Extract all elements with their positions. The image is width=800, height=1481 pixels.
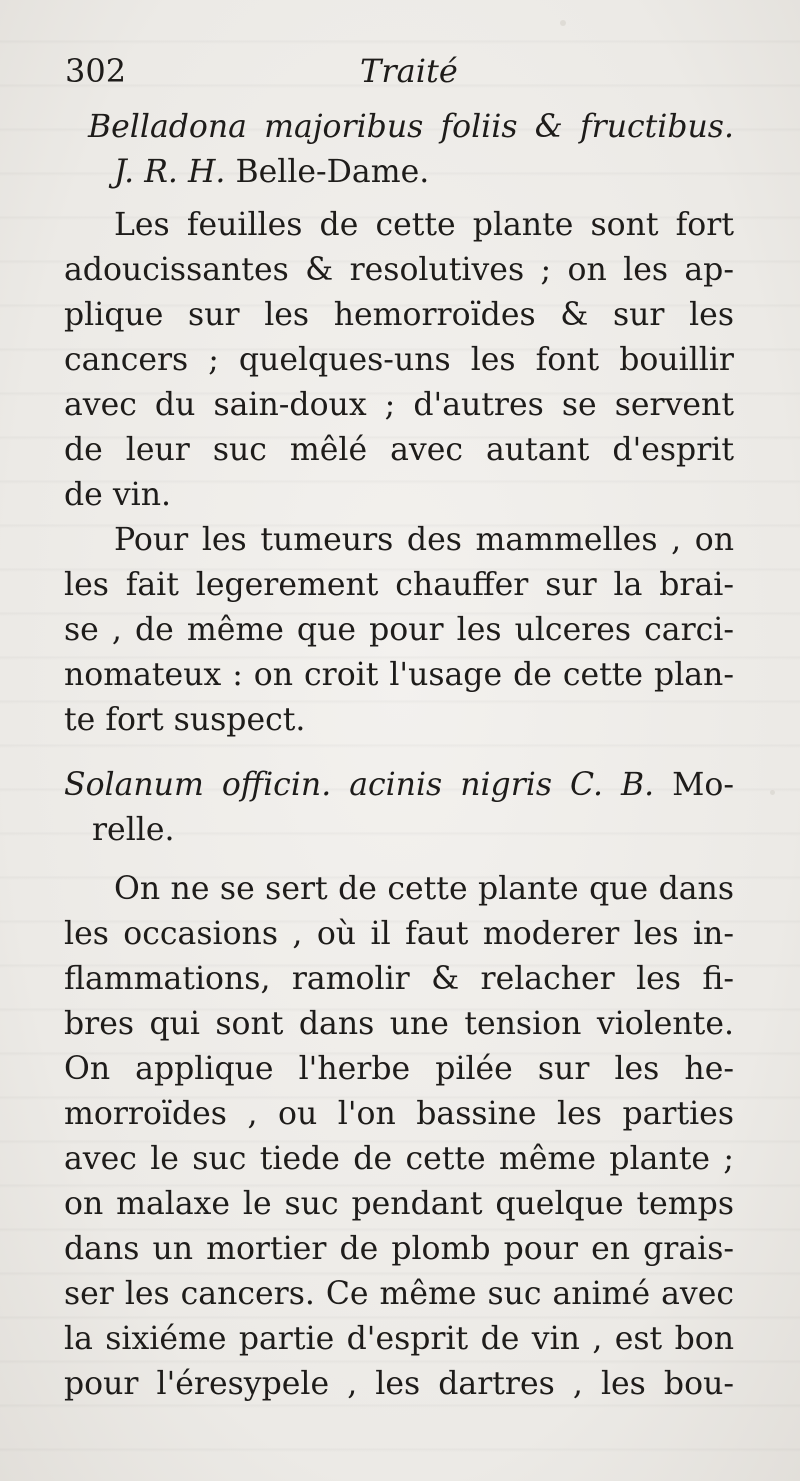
paper-spot bbox=[560, 20, 566, 26]
text-line: nomateux : on croit l'usage de cette plan- bbox=[64, 657, 734, 693]
paragraph bbox=[64, 518, 734, 743]
text-line: de leur suc mêlé avec autant d'esprit bbox=[64, 432, 734, 468]
text-line: cancers ; quelques-uns les font bouillir bbox=[64, 342, 734, 378]
text-line: ser les cancers. Ce même suc animé avec bbox=[64, 1276, 734, 1312]
text-line: morroïdes , ou l'on bassine les parties bbox=[64, 1096, 734, 1132]
entry-heading bbox=[64, 763, 734, 853]
heading-abbrev: J. R. H. bbox=[114, 154, 226, 190]
text-line: On ne se sert de cette plante que dans bbox=[114, 871, 734, 907]
text-line: te fort suspect. bbox=[64, 702, 306, 738]
page-header bbox=[65, 52, 725, 102]
text-line: Les feuilles de cette plante sont fort bbox=[114, 207, 734, 243]
text-line: flammations, ramolir & relacher les fi- bbox=[64, 961, 734, 997]
text-line: se , de même que pour les ulceres carci- bbox=[64, 612, 734, 648]
text-line: bres qui sont dans une tension violente. bbox=[64, 1006, 734, 1042]
text-line: de vin. bbox=[64, 477, 171, 513]
heading-latin: Solanum officin. acinis nigris C. B. bbox=[64, 767, 655, 803]
entry-solanum bbox=[64, 763, 734, 1407]
text-line: les occasions , où il faut moderer les in- bbox=[64, 916, 734, 952]
paragraph bbox=[64, 867, 734, 1407]
running-title: Traité bbox=[360, 52, 458, 90]
entry-belladona bbox=[64, 105, 734, 743]
heading-line: relle. bbox=[92, 812, 175, 848]
text-line: avec le suc tiede de cette même plante ; bbox=[64, 1141, 734, 1177]
heading-line: Belladona majoribus foliis & fructibus. bbox=[88, 109, 734, 145]
text-line: On applique l'herbe pilée sur les he- bbox=[64, 1051, 734, 1087]
paragraph bbox=[64, 203, 734, 518]
text-line: la sixiéme partie d'esprit de vin , est bon bbox=[64, 1321, 734, 1357]
text-line: les fait legerement chauffer sur la brai- bbox=[64, 567, 734, 603]
heading-line: J. R. H. Belle-Dame. bbox=[114, 154, 430, 190]
text-line: on malaxe le suc pendant quelque temps bbox=[64, 1186, 734, 1222]
text-line: plique sur les hemorroïdes & sur les bbox=[64, 297, 734, 333]
text-line: pour l'éresypele , les dartres , les bou- bbox=[64, 1366, 734, 1402]
entry-heading bbox=[64, 105, 734, 195]
text-line: avec du sain-doux ; d'autres se servent bbox=[64, 387, 734, 423]
page-body bbox=[64, 105, 734, 1407]
heading-line: Solanum officin. acinis nigris C. B. Mo- bbox=[64, 767, 735, 803]
text-line: adoucissantes & resolutives ; on les ap- bbox=[64, 252, 734, 288]
text-line: dans un mortier de plomb pour en grais- bbox=[64, 1231, 734, 1267]
paper-spot bbox=[770, 790, 775, 795]
text-line: Pour les tumeurs des mammelles , on bbox=[114, 522, 734, 558]
page-number: 302 bbox=[65, 52, 127, 90]
